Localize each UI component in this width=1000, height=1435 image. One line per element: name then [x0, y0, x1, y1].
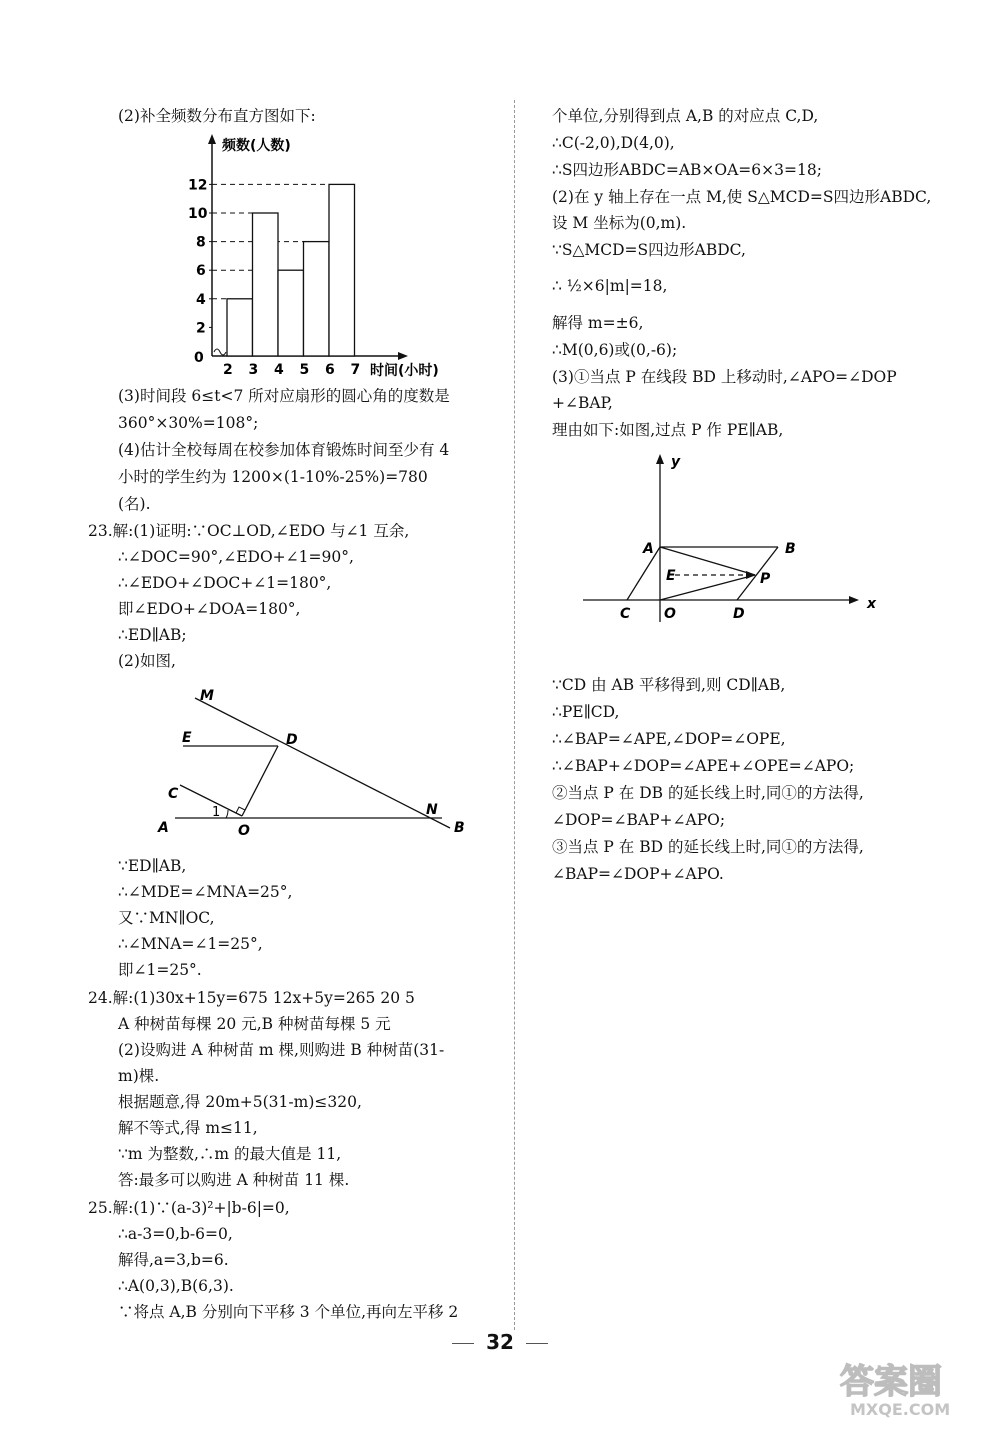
label-D: D: [286, 732, 298, 748]
right-line: 解得 m=±6,: [552, 314, 644, 332]
left-line: ∴∠EDO+∠DOC+∠1=180°,: [118, 574, 332, 592]
label-B25: B: [785, 541, 796, 557]
right-line: ②当点 P 在 DB 的延长线上时,同①的方法得,: [552, 784, 864, 802]
left-line: 24.解:(1)30x+15y=675 12x+5y=265 20 5: [88, 989, 415, 1007]
label-x: x: [867, 596, 877, 612]
label-B: B: [454, 820, 465, 836]
y-tick-label: 12: [188, 177, 208, 194]
column-divider: [514, 100, 515, 1330]
left-line: ∴A(0,3),B(6,3).: [118, 1277, 234, 1295]
left-line: (2)如图,: [118, 652, 176, 670]
label-M: M: [200, 688, 214, 704]
right-line: ∴∠BAP=∠APE,∠DOP=∠OPE,: [552, 730, 786, 748]
left-line: ∵ED∥AB,: [118, 857, 187, 875]
left-line: (2)设购进 A 种树苗 m 棵,则购进 B 种树苗(31-: [118, 1041, 445, 1059]
y-tick-label: 10: [188, 206, 208, 222]
x-tick-label: 3: [248, 362, 259, 378]
right-line: ∴M(0,6)或(0,-6);: [552, 341, 678, 359]
left-line: 360°×30%=108°;: [118, 414, 259, 432]
label-D25: D: [733, 606, 745, 622]
left-line: ∴a-3=0,b-6=0,: [118, 1225, 233, 1243]
y-tick-label: 6: [196, 263, 206, 280]
left-line: 解得,a=3,b=6.: [118, 1251, 229, 1269]
left-line: 答:最多可以购进 A 种树苗 11 棵.: [118, 1171, 350, 1189]
left-line: 25.解:(1)∵(a-3)²+|b-6|=0,: [88, 1199, 290, 1217]
left-line: ∴∠MDE=∠MNA=25°,: [118, 883, 293, 901]
left-line: ∴∠MNA=∠1=25°,: [118, 935, 263, 953]
label-E: E: [182, 730, 192, 746]
right-line: 设 M 坐标为(0,m).: [552, 214, 687, 232]
label-P25: P: [760, 571, 771, 587]
right-line: 个单位,分别得到点 A,B 的对应点 C,D,: [552, 107, 819, 125]
right-line: ∴PE∥CD,: [552, 703, 620, 721]
label-O25: O: [664, 606, 676, 622]
x-tick-label: 6: [325, 362, 335, 378]
svg-text:答案圈: 答案圈: [840, 1362, 942, 1402]
left-line: (4)估计全校每周在校参加体育锻炼时间至少有 4: [118, 441, 450, 459]
right-line: ∠BAP=∠DOP+∠APO.: [552, 865, 724, 883]
left-line: A 种树苗每棵 20 元,B 种树苗每棵 5 元: [118, 1015, 391, 1033]
right-line: ∴S四边形ABDC=AB×OA=6×3=18;: [552, 161, 822, 179]
left-line: ∵m 为整数,∴m 的最大值是 11,: [118, 1145, 342, 1163]
histogram-bar: [278, 270, 304, 356]
left-line: 即∠1=25°.: [118, 961, 202, 979]
label-C25: C: [620, 606, 631, 622]
right-line: 理由如下:如图,过点 P 作 PE∥AB,: [552, 421, 784, 439]
histogram-bar: [304, 242, 330, 356]
histogram-bar: [253, 213, 279, 356]
x-tick-label: 7: [350, 362, 361, 378]
left-line: ∵将点 A,B 分别向下平移 3 个单位,再向左平移 2: [118, 1303, 459, 1321]
geometry-figure-23: [150, 680, 480, 845]
x-tick-label: 4: [274, 362, 284, 378]
left-line: m)棵.: [118, 1067, 160, 1085]
histogram-bar: [329, 184, 355, 356]
y-tick-label: 2: [196, 320, 206, 337]
label-A25: A: [643, 541, 654, 557]
left-line: 根据题意,得 20m+5(31-m)≤320,: [118, 1093, 362, 1111]
page-number: 32: [0, 1330, 1000, 1354]
y-tick-label: 8: [196, 234, 206, 251]
left-line: ∴ED∥AB;: [118, 626, 187, 644]
left-line: (3)时间段 6≤t<7 所对应扇形的圆心角的度数是: [118, 387, 450, 405]
label-O: O: [238, 823, 250, 839]
x-axis-label: 时间(小时): [370, 363, 439, 379]
right-line: ∠DOP=∠BAP+∠APO;: [552, 811, 726, 829]
label-y: y: [671, 454, 681, 470]
left-line: 23.解:(1)证明:∵OC⊥OD,∠EDO 与∠1 互余,: [88, 522, 410, 540]
left-line: 解不等式,得 m≤11,: [118, 1119, 258, 1137]
coordinate-figure-25: [575, 450, 885, 630]
y-axis-label: 频数(人数): [222, 138, 291, 154]
right-line: ∴∠BAP+∠DOP=∠APE+∠OPE=∠APO;: [552, 757, 855, 775]
right-line: (3)①当点 P 在线段 BD 上移动时,∠APO=∠DOP: [552, 368, 897, 386]
right-line: ∵S△MCD=S四边形ABDC,: [552, 241, 746, 259]
label-1: 1: [212, 805, 221, 820]
x-tick-label: 2: [223, 362, 233, 378]
histogram-bar: [227, 299, 253, 356]
left-line: (2)补全频数分布直方图如下:: [118, 107, 316, 125]
y-tick-label: 4: [196, 291, 206, 308]
right-line: +∠BAP,: [552, 394, 613, 412]
right-line: ③当点 P 在 BD 的延长线上时,同①的方法得,: [552, 838, 864, 856]
origin-label: 0: [194, 350, 204, 366]
right-line: ∴C(-2,0),D(4,0),: [552, 134, 675, 152]
right-line: ∴ ½×6|m|=18,: [552, 277, 668, 295]
frequency-histogram: [180, 130, 470, 380]
left-line: 即∠EDO+∠DOA=180°,: [118, 600, 301, 618]
left-line: ∴∠DOC=90°,∠EDO+∠1=90°,: [118, 548, 354, 566]
label-A: A: [158, 820, 169, 836]
svg-text:MXQE.COM: MXQE.COM: [850, 1400, 951, 1419]
left-line: 小时的学生约为 1200×(1-10%-25%)=780: [118, 468, 428, 486]
right-line: (2)在 y 轴上存在一点 M,使 S△MCD=S四边形ABDC,: [552, 188, 932, 206]
right-line: ∵CD 由 AB 平移得到,则 CD∥AB,: [552, 676, 786, 694]
left-line: (名).: [118, 495, 151, 513]
watermark-logo: [830, 1351, 980, 1421]
label-N: N: [426, 802, 438, 818]
left-line: 又∵MN∥OC,: [118, 909, 215, 927]
x-tick-label: 5: [299, 362, 310, 378]
label-C: C: [168, 786, 179, 802]
label-E25: E: [666, 568, 676, 584]
